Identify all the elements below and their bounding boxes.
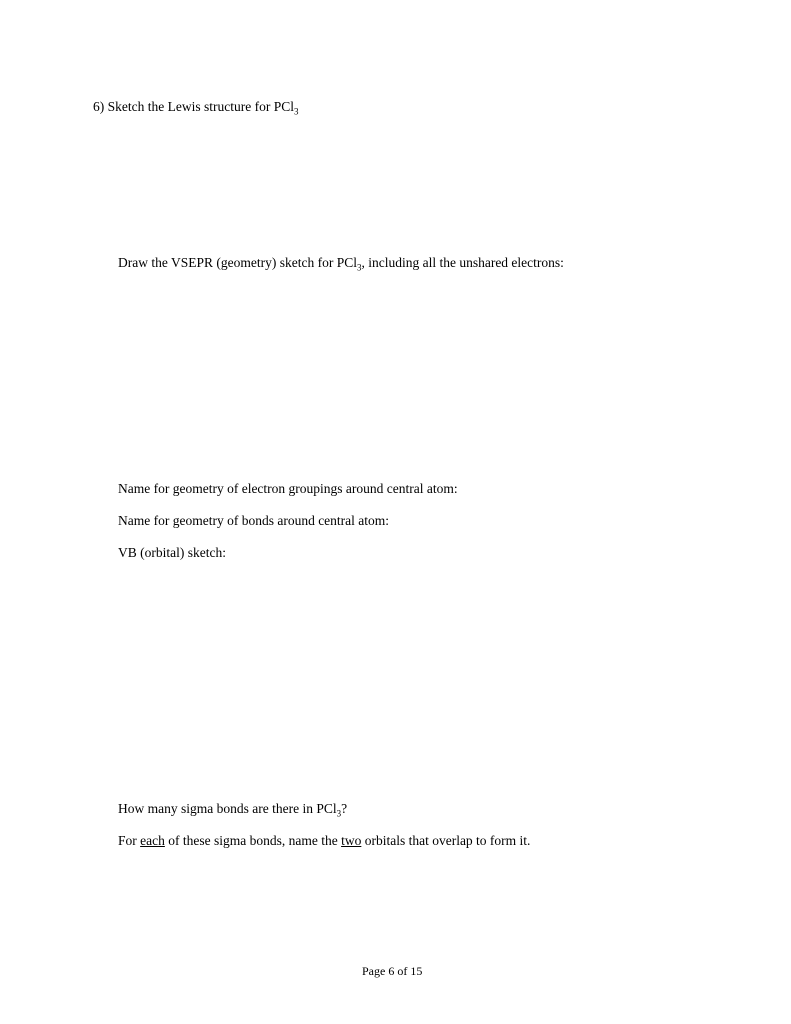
page-number: Page 6 of 15 [362, 964, 423, 978]
vsepr-prompt: Draw the VSEPR (geometry) sketch for PCl$_3$, including all the unshared electrons: [118, 255, 564, 273]
question-title: 6) Sketch the Lewis structure for PCl$_3$ [93, 99, 299, 117]
orbital-overlap-prompt: For each of these sigma bonds, name the two orbitals that overlap to form it. [118, 833, 531, 848]
bond-geometry-prompt: Name for geometry of bonds around central atom: [118, 513, 390, 528]
electron-geometry-prompt: Name for geometry of electron groupings around central atom: [118, 481, 458, 496]
sigma-bonds-prompt: How many sigma bonds are there in PCl$_3$? [118, 801, 348, 819]
vb-sketch-prompt: VB (orbital) sketch: [118, 545, 226, 560]
